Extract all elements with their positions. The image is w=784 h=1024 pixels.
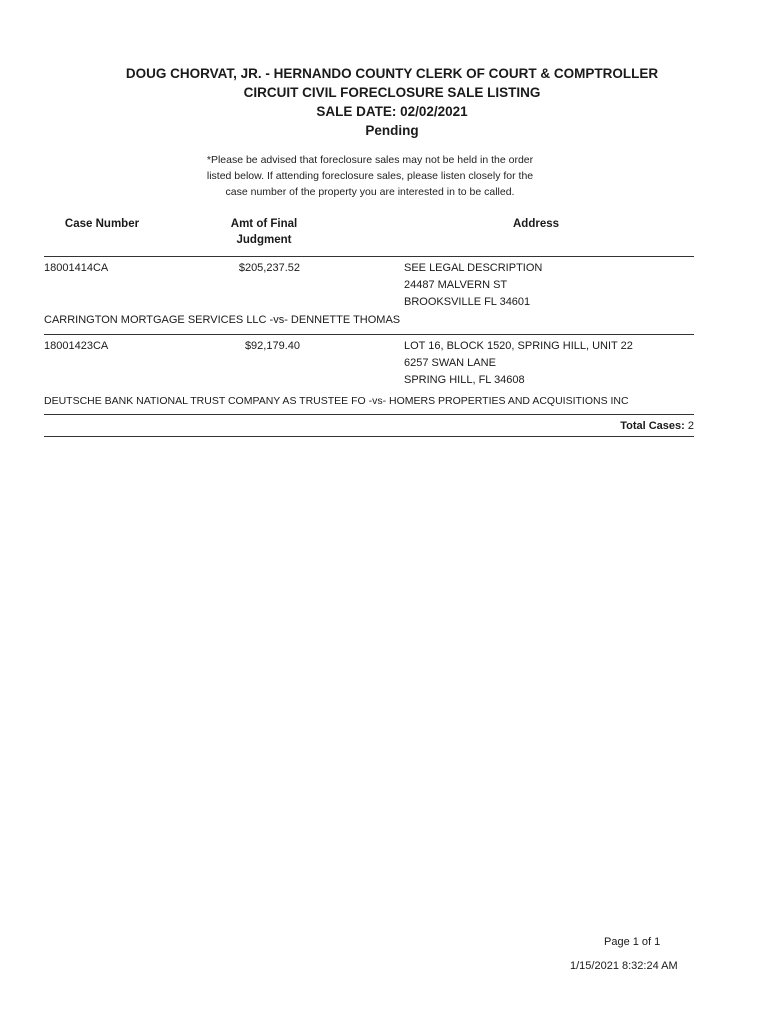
total-cases-value: 2	[687, 420, 694, 432]
total-cases-label: Total Cases:	[620, 420, 685, 432]
notice-line-2: listed below. If attending foreclosure sales, please listen closely for the	[206, 170, 534, 182]
totals-divider	[44, 436, 694, 437]
address-line-3: BROOKSVILLE FL 34601	[404, 296, 531, 308]
notice-line-3: case number of the property you are interested in to be called.	[225, 186, 515, 198]
document-header	[0, 64, 784, 140]
case-parties: DEUTSCHE BANK NATIONAL TRUST COMPANY AS TRUSTEE FO -vs- HOMERS PROPERTIES AND ACQUISITIONS INC	[44, 395, 629, 407]
case-parties: CARRINGTON MORTGAGE SERVICES LLC -vs- DENNETTE THOMAS	[44, 314, 401, 326]
attendance-notice	[170, 152, 570, 200]
clerk-title: DOUG CHORVAT, JR. - HERNANDO COUNTY CLERK OF COURT & COMPTROLLER	[125, 66, 659, 81]
status-label: Pending	[365, 123, 419, 138]
address-line-2: 6257 SWAN LANE	[404, 357, 496, 369]
column-header-amount-line-2: Judgment	[236, 234, 292, 246]
judgment-amount: $205,237.52	[238, 262, 300, 274]
column-header-amount-line-1: Amt of Final	[230, 218, 298, 230]
case-number: 18001414CA	[44, 262, 109, 274]
address-line-3: SPRING HILL, FL 34608	[404, 374, 525, 386]
address-line-1: SEE LEGAL DESCRIPTION	[404, 262, 543, 274]
row-divider	[44, 414, 694, 415]
sale-date: SALE DATE: 02/02/2021	[316, 104, 468, 119]
notice-line-1: *Please be advised that foreclosure sales may not be held in the order	[206, 154, 534, 166]
column-header-address: Address	[512, 218, 560, 230]
total-cases	[560, 418, 694, 435]
header-divider	[44, 256, 694, 257]
print-timestamp: 1/15/2021 8:32:24 AM	[570, 960, 678, 972]
column-header-amount	[214, 216, 314, 248]
address-line-1: LOT 16, BLOCK 1520, SPRING HILL, UNIT 22	[404, 340, 633, 352]
judgment-amount: $92,179.40	[244, 340, 300, 352]
case-number: 18001423CA	[44, 340, 109, 352]
address-line-2: 24487 MALVERN ST	[404, 279, 508, 291]
column-header-case-number: Case Number	[64, 218, 140, 230]
row-divider	[44, 334, 694, 335]
page-number: Page 1 of 1	[604, 936, 661, 948]
listing-title: CIRCUIT CIVIL FORECLOSURE SALE LISTING	[243, 85, 541, 100]
